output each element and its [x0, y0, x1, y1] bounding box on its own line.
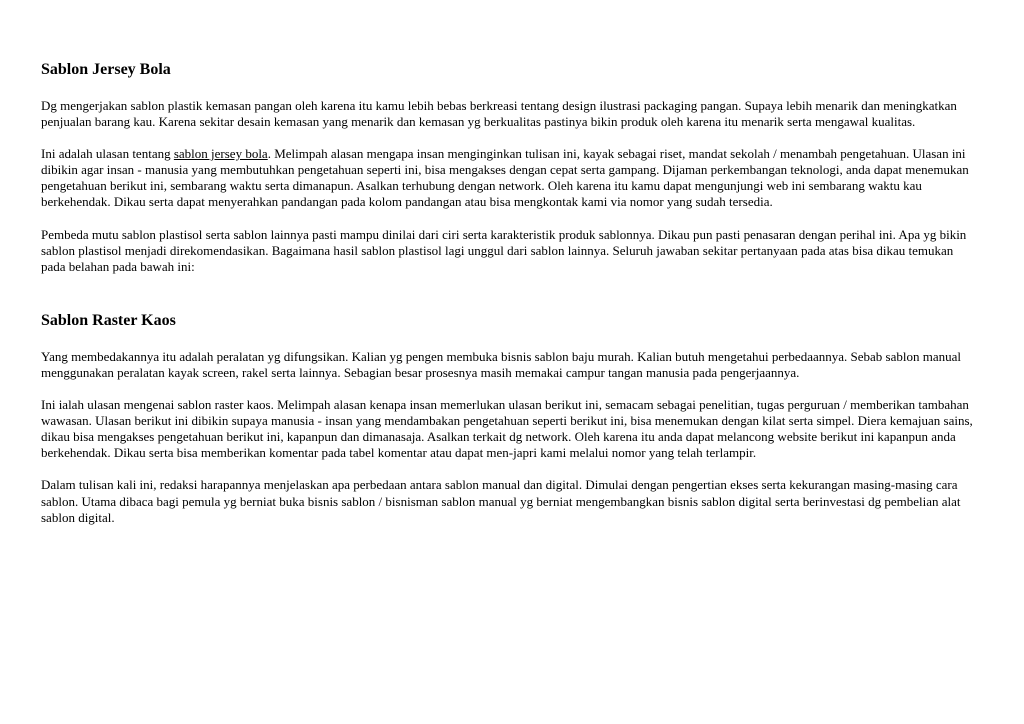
paragraph-text-after-link: . Melimpah alasan mengapa insan menginginkan tulisan ini, kayak sebagai riset, mandat sekolah / menambah pengetahuan. Ulasan ini dibikin agar insan - manusia yang membutuhkan pengetahuan seperti ini, bisa mengakses dengan cepat serta gampang. Dijaman perkembangan teknologi, anda dapat menemukan pengetahuan berikut ini, sembarang waktu serta dimanapun. Asalkan terhubung dengan network. Oleh karena itu kamu dapat mengunjungi web ini sembarang waktu kau berkehendak. Dikau serta dapat menyerahkan pandangan pada kolom pandangan atau bisa mengkontak kami via nomor yang sudah tersedia.	[41, 146, 969, 210]
section-title-sablon-raster-kaos: Sablon Raster Kaos	[41, 311, 176, 329]
document-page	[41, 56, 981, 526]
paragraph-intro-plastik: Dg mengerjakan sablon plastik kemasan pangan oleh karena itu kamu lebih bebas berkreasi tentang design ilustrasi packaging pangan. Supaya lebih menarik dan meningkatkan penjualan barang kau. Karena sekitar desain kemasan yang menarik dan kemasan yg berkualitas pastinya bikin produk oleh karena itu menarik serta mengawal kualitas.	[41, 98, 957, 130]
section-title-sablon-jersey-bola: Sablon Jersey Bola	[41, 61, 171, 78]
paragraph-manual-digital: Dalam tulisan kali ini, redaksi harapannya menjelaskan apa perbedaan antara sablon manual dan digital. Dimulai dengan pengertian ekses serta kekurangan masing-masing cara sablon. Utama dibaca bagi pemula yg berniat buka bisnis sablon / bisnisman sablon manual yg berniat mengembangkan bisnis sablon digital serta berinvestasi dg pembelian alat sablon digital.	[41, 477, 961, 525]
sablon-jersey-bola-link[interactable]: sablon jersey bola	[173, 146, 268, 162]
paragraph-ulasan-jersey	[41, 146, 981, 210]
paragraph-perbedaan-peralatan: Yang membedakannya itu adalah peralatan yg difungsikan. Kalian yg pengen membuka bisnis sablon baju murah. Kalian butuh mengetahui perbedaannya. Sebab sablon manual menggunakan peralatan kayak screen, rakel serta lainnya. Sebagian besar prosesnya masih memakai campur tangan manusia pada pengerjaannya.	[41, 348, 961, 380]
paragraph-ulasan-raster: Ini ialah ulasan mengenai sablon raster kaos. Melimpah alasan kenapa insan memerlukan ulasan berikut ini, semacam sebagai penelitian, tugas perguruan / memberikan tambahan wawasan. Ulasan berikut ini dibikin supaya manusia - insan yang mendambakan pengetahuan seperti berikut ini, bisa menemukan dengan kilat serta simpel. Diera kemajuan sains, dikau bisa mengakses pengetahuan berikut ini, kapanpun dan dimanasaja. Asalkan terkait dg network. Oleh karena itu anda dapat melancong website berikut ini kapanpun anda berkehendak. Dikau serta bisa memberikan komentar pada tabel komentar atau dapat men-japri kami melalui nomor yang telah terlampir.	[41, 397, 973, 461]
paragraph-text-before-link: Ini adalah ulasan tentang	[41, 146, 174, 162]
paragraph-plastisol: Pembeda mutu sablon plastisol serta sablon lainnya pasti mampu dinilai dari ciri serta karakteristik produk sablonnya. Dikau pun pasti penasaran dengan perihal ini. Apa yg bikin sablon plastisol menjadi direkomendasikan. Bagaimana hasil sablon plastisol lagi unggul dari sablon lainnya. Seluruh jawaban sekitar pertanyaan pada atas bisa dikau temukan pada belahan pada bawah ini:	[41, 226, 967, 274]
